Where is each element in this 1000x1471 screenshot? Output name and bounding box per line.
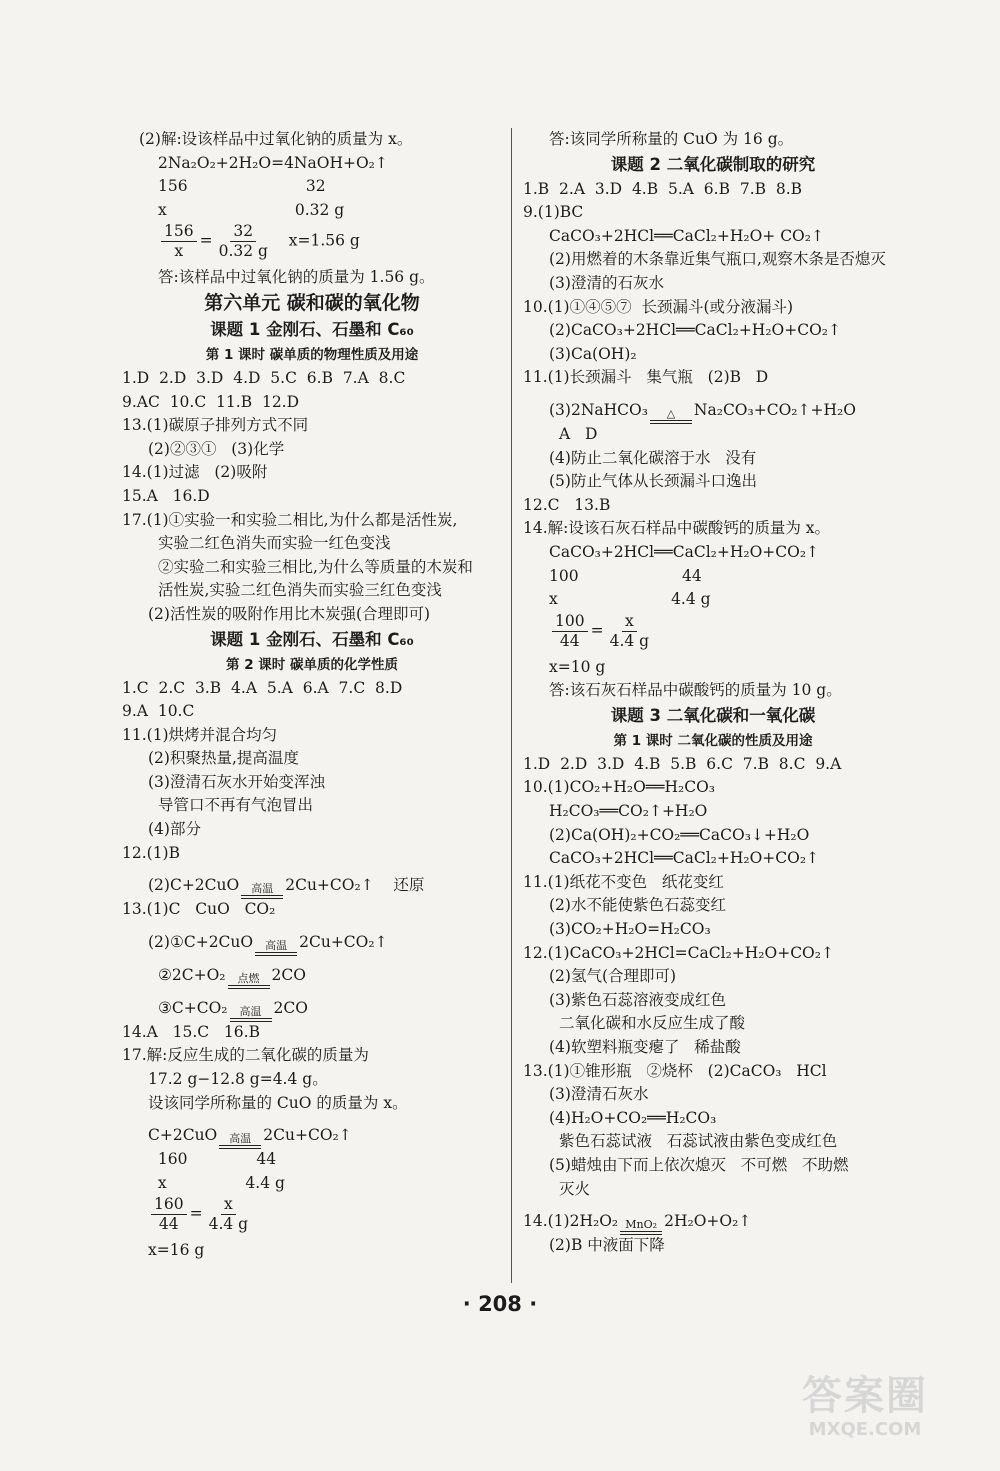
denominator: 4.4 g [208,1215,249,1234]
answer-line: 17.(1)①实验一和实验二相比,为什么都是活性炭, [122,510,458,529]
equals-sign: = [189,1204,203,1223]
denominator: 0.32 g [218,242,268,261]
answer-line: 1.D 2.D 3.D 4.B 5.B 6.C 7.B 8.C 9.A [523,754,842,773]
equation-line [122,955,502,988]
watermark-logo [770,1373,960,1453]
answer-line: 13.(1)①锥形瓶 ②烧杯 (2)CaCO₃ HCl [523,1061,827,1080]
result-text: x=1.56 g [273,231,360,250]
numerator: 32 [230,222,256,242]
reaction-condition [650,408,692,430]
numerator: x [221,1195,236,1215]
answer-line: (4)防止二氧化碳溶于水 没有 [549,448,757,467]
answer-line: (3)澄清石灰水开始变浑浊 [148,772,325,791]
lesson-heading: 课题 1 金刚石、石墨和 C₆₀ [210,629,414,649]
answer-line: 14.解:设该石灰石样品中碳酸钙的质量为 x。 [523,519,831,538]
fraction-left [161,222,197,261]
answer-line: CaCO₃+2HCl══CaCl₂+H₂O+ CO₂↑ [549,226,824,245]
answer-line: 1.D 2.D 3.D 4.D 5.C 6.B 7.A 8.C [122,368,406,387]
answer-line: 10.(1)①④⑤⑦ 长颈漏斗(或分液漏斗) [523,297,794,316]
answer-line: 13.(1)碳原子排列方式不同 [122,416,309,435]
page-number: · 208 · [462,1292,538,1316]
equation-products: 2CO [273,998,308,1017]
equation-reactants: ③C+CO₂ [158,998,228,1017]
double-bar [650,420,692,424]
equation-reactants: ②2C+O₂ [158,965,226,984]
answer-line: 13.(1)C CuO CO₂ [122,900,276,919]
answer-line: (3)CO₂+H₂O=H₂CO₃ [549,920,711,939]
answer-line: x=16 g [148,1241,205,1260]
answer-line: ②实验二和实验三相比,为什么等质量的木炭和 [158,557,473,576]
answer-line: 设该同学所称量的 CuO 的质量为 x。 [148,1093,408,1112]
answer-line: (2)Ca(OH)₂+CO₂══CaCO₃↓+H₂O [549,825,810,844]
answer-line: 9.AC 10.C 11.B 12.D [122,392,300,411]
equation-line [523,390,903,423]
equation-reactants: 14.(1)2H₂O₂ [523,1212,619,1231]
answer-line: 导管口不再有气泡冒出 [158,796,314,815]
answer-line: 17.解:反应生成的二氧化碳的质量为 [122,1046,369,1065]
answer-line: (5)蜡烛由下而上依次熄灭 不可燃 不助燃 [549,1155,849,1174]
answer-line: (2)解:设该样品中过氧化钠的质量为 x。 [139,130,413,148]
answer-line: H₂CO₃══CO₂↑+H₂O [549,802,708,821]
right-column [523,128,903,1258]
column-divider [511,128,512,1283]
answer-line: x 0.32 g [158,200,345,219]
answer-line: (3)澄清的石灰水 [549,273,664,292]
answer-line: 160 44 [148,1150,277,1169]
lesson-heading: 课题 2 二氧化碳制取的研究 [610,154,816,174]
answer-line: (2)②③① (3)化学 [148,439,285,458]
answer-line: 14.A 15.C 16.B [122,1022,260,1041]
watermark-text: 答案圈 [802,1373,928,1419]
answer-line: x=10 g [549,657,606,676]
proportion-line [122,222,502,266]
unit-heading: 第六单元 碳和碳的氧化物 [204,291,420,314]
fraction-left [151,1195,187,1234]
fraction-right [216,222,271,261]
answer-line: 12.(1)CaCO₃+2HCl=CaCl₂+H₂O+CO₂↑ [523,943,834,962]
answer-line: 1.C 2.C 3.B 4.A 5.A 6.A 7.C 8.D [122,678,403,697]
equation-reactants: (2)①C+2CuO [148,932,254,951]
fraction-right [607,612,653,651]
answer-line: (4)部分 [148,820,201,839]
answer-line: 11.(1)烘烤并混合均匀 [122,725,278,744]
answer-line: 12.C 13.B [523,495,611,514]
equation-line [122,922,502,955]
numerator: 100 [552,612,588,632]
answer-line: 紫色石蕊试液 石蕊试液由紫色变成红色 [559,1132,838,1151]
equation-line [122,1115,502,1148]
denominator: 4.4 g [609,631,650,650]
condition-label: △ [666,406,676,420]
equation-reactants: (2)C+2CuO [148,876,240,895]
equation-line [122,865,502,898]
condition-label: 高温 [251,882,274,896]
answer-line: 实验二红色消失而实验一红色变浅 [158,534,391,553]
equation-products: 2Cu+CO₂↑ [299,932,388,951]
equation-line [523,1201,903,1234]
proportion-line [523,612,903,656]
equation-products: 2Cu+CO₂↑ 还原 [285,876,425,895]
answer-line: (3)澄清石灰水 [549,1085,649,1104]
denominator: 44 [559,631,580,650]
answer-line: (3)紫色石蕊溶液变成红色 [549,990,726,1009]
answer-line: 9.(1)BC [523,203,584,222]
answer-line: 14.(1)过滤 (2)吸附 [122,463,268,482]
equation-reactants: (3)2NaHCO₃ [549,400,648,419]
proportion-line [122,1195,502,1239]
condition-label: 高温 [265,938,288,952]
numerator: 160 [151,1195,187,1215]
answer-line: 2Na₂O₂+2H₂O=4NaOH+O₂↑ [158,153,388,172]
answer-line: 156 32 [158,177,326,196]
answer-line: (3)Ca(OH)₂ [549,344,637,363]
answer-line: CaCO₃+2HCl══CaCl₂+H₂O+CO₂↑ [549,849,820,868]
condition-label: 高温 [239,1004,262,1018]
period-heading: 第 2 课时 碳单质的化学性质 [226,656,398,673]
denominator: 44 [158,1215,179,1234]
answer-line: 15.A 16.D [122,486,210,505]
lesson-heading: 课题 3 二氧化碳和一氧化碳 [610,705,816,725]
fraction-left [552,612,588,651]
answer-line: 11.(1)长颈漏斗 集气瓶 (2)B D [523,368,769,387]
answer-line: 答:该样品中过氧化钠的质量为 1.56 g。 [158,268,435,287]
denominator: x [174,242,184,261]
answer-line: (4)软塑料瓶变瘪了 稀盐酸 [549,1038,741,1056]
condition-label: 高温 [229,1132,252,1146]
period-heading: 第 1 课时 碳单质的物理性质及用途 [205,346,419,363]
answer-line: 100 44 [549,566,702,585]
answer-line: (5)防止气体从长颈漏斗口逸出 [549,472,757,491]
equation-products: 2Cu+CO₂↑ [263,1126,352,1145]
answer-line: 17.2 g−12.8 g=4.4 g。 [148,1070,328,1089]
answer-line: (2)CaCO₃+2HCl══CaCl₂+H₂O+CO₂↑ [549,321,841,340]
equation-products: Na₂CO₃+CO₂↑+H₂O [693,400,856,419]
answer-line: 1.B 2.A 3.D 4.B 5.A 6.B 7.B 8.B [523,179,803,198]
answer-line: A D [559,424,598,443]
answer-line: (2)水不能使紫色石蕊变红 [549,896,726,915]
answer-line: (2)B 中液面下降 [549,1236,665,1255]
numerator: 156 [161,222,197,242]
answer-line: 二氧化碳和水反应生成了酸 [559,1014,746,1033]
answer-line: (2)用燃着的木条靠近集气瓶口,观察木条是否熄灭 [549,250,886,269]
answer-line: x 4.4 g [549,590,711,609]
answer-line: 12.(1)B [122,843,180,862]
answer-line: 11.(1)纸花不变色 纸花变红 [523,872,724,891]
answer-line: 答:该石灰石样品中碳酸钙的质量为 10 g。 [549,681,842,700]
equals-sign: = [590,621,604,640]
answer-line: (2)活性炭的吸附作用比木炭强(合理即可) [148,604,431,623]
answer-line: x 4.4 g [148,1173,285,1192]
answer-line: (2)氢气(合理即可) [549,967,677,986]
answer-line: (4)H₂O+CO₂══H₂CO₃ [549,1108,717,1127]
answer-line: 10.(1)CO₂+H₂O══H₂CO₃ [523,778,715,797]
numerator: x [622,612,637,632]
left-column [122,128,502,1263]
fraction-right [206,1195,252,1234]
answer-line: (2)积聚热量,提高温度 [148,749,299,768]
lesson-heading: 课题 1 金刚石、石墨和 C₆₀ [210,319,414,339]
equation-reactants: C+2CuO [148,1126,218,1145]
equation-products: 2CO [271,965,306,984]
equation-products: 2H₂O+O₂↑ [664,1212,752,1231]
equals-sign: = [199,231,213,250]
answer-line: 灭火 [559,1179,591,1198]
condition-label: 点燃 [237,971,260,985]
period-heading: 第 1 课时 二氧化碳的性质及用途 [613,732,813,749]
watermark-site: MXQE.COM [808,1419,922,1440]
answer-line: 答:该同学所称量的 CuO 为 16 g。 [549,130,794,148]
answer-line: 活性炭,实验二红色消失而实验三红色变浅 [158,581,442,600]
condition-label: MnO₂ [625,1218,658,1232]
answer-line: 9.A 10.C [122,702,195,721]
answer-line: CaCO₃+2HCl══CaCl₂+H₂O+CO₂↑ [549,542,820,561]
equation-line [122,988,502,1021]
